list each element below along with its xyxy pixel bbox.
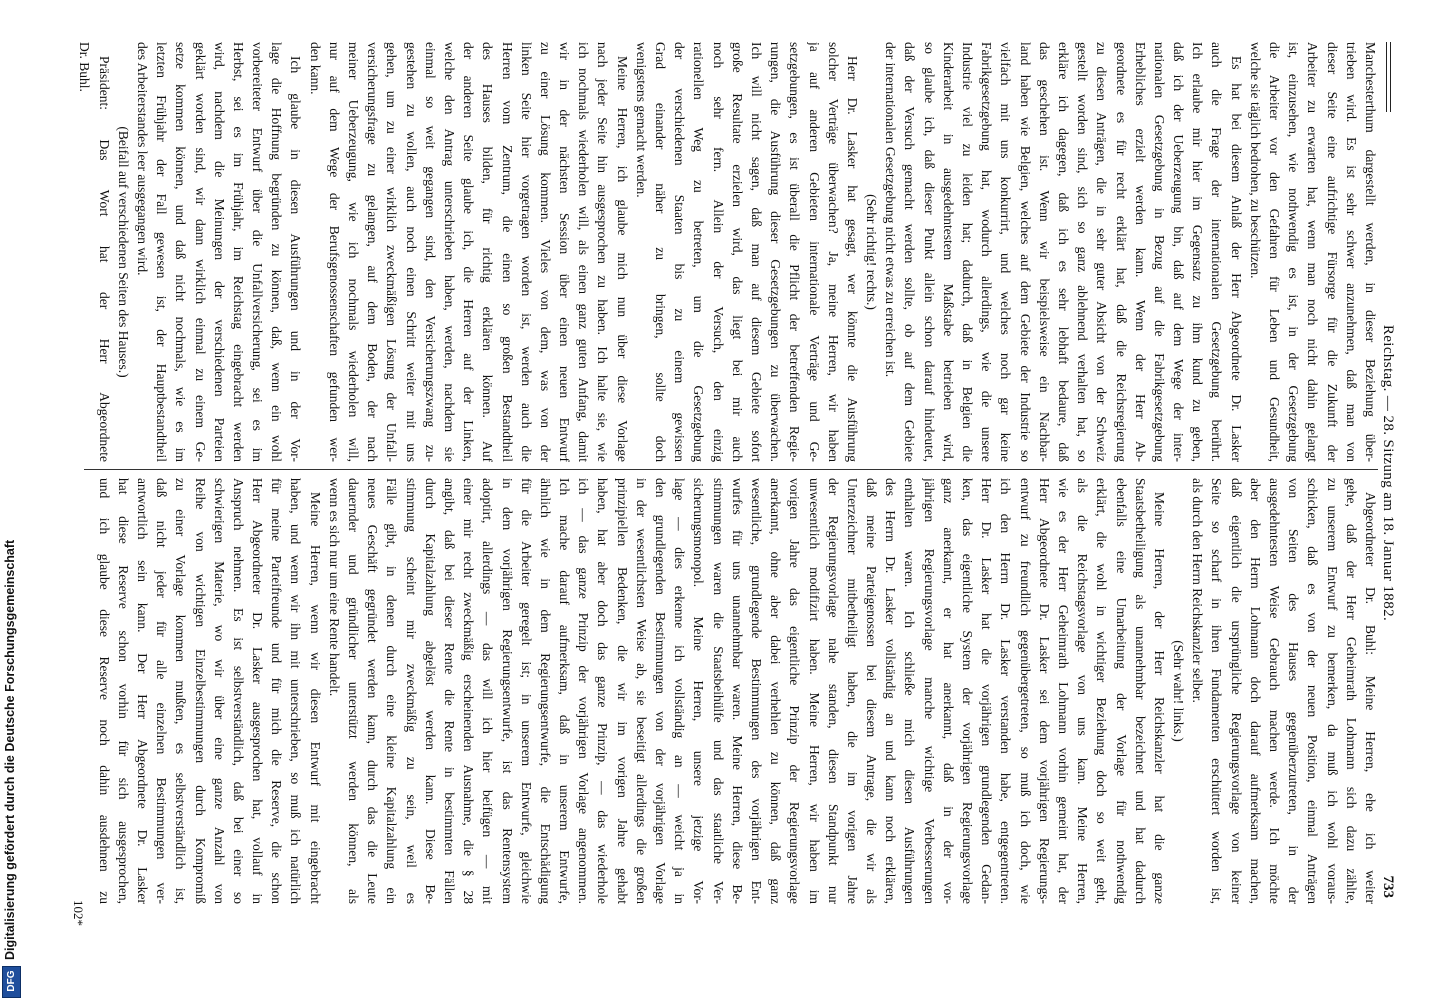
text-line: in dem vorjährigen Regierungsentwurfe, ist das Rentensystem bbox=[499, 478, 515, 904]
text-line: erkläre ich dagegen, daß ich es sehr lebhaft bedaure, daß bbox=[1056, 42, 1071, 462]
text-line: hat diese Reserve schon vorhin für sich ausgesprochen, bbox=[115, 478, 131, 904]
text-line: aber den Herrn Lohmann doch darauf aufmerksam machen, bbox=[1247, 478, 1263, 904]
text-line: ich — das ganze Prinzip der vorjährigen Vorlage angenommen. bbox=[576, 478, 592, 904]
text-line: der internationalen Gesetzgebung nicht etwas zu erreichen ist. bbox=[883, 42, 899, 378]
text-line: so glaube ich, daß dieser Punkt allein schon darauf hindeutet, bbox=[921, 42, 937, 462]
text-line: anerkannt, ohne aber dabei verhehlen zu können, daß ganz bbox=[768, 478, 784, 904]
text-line: nationalen Gesetzgebung in Bezug auf die Fabrikgesetzgebung bbox=[1151, 42, 1167, 462]
text-line: Manchesterthum dargestellt werden, in dieser Beziehung über- bbox=[1363, 42, 1378, 462]
text-line: linken Seite hier vorgetragen worden ist, werden auch die bbox=[518, 42, 534, 462]
text-line: nach jeder Seite hin ausgesprochen zu haben. Ich halte sie, wie bbox=[595, 42, 611, 462]
text-line: Arbeiter zu erwarten hat, wenn man noch nicht dahin gelangt bbox=[1305, 42, 1321, 462]
text-line: Industrie viel zu leiden hat; dadurch, daß in Belgien die bbox=[960, 42, 976, 462]
text-line: antwortlich sein kann. Der Herr Abgeordnete Dr. Lasker bbox=[135, 478, 150, 904]
text-line: ausgedehntesten Weise Gebrauch machen werde. Ich möchte bbox=[1267, 478, 1283, 904]
text-line: Seite so scharf in ihren Fundamenten erschüttert worden ist, bbox=[1209, 478, 1225, 904]
text-line: wir in der nächsten Session über einen neuen Entwurf bbox=[557, 42, 573, 462]
text-line: ebenfalls eine Umarbeitung der Vorlage für nothwendig bbox=[1113, 478, 1129, 904]
text-line: Kinderarbeit in ausgedehntestem Maßstabe betrieben wird, bbox=[940, 42, 956, 462]
text-line: das geschehen ist. Wenn wir beispielsweise ein Nachbar- bbox=[1036, 42, 1052, 462]
text-line: wie es der Herr Geheimrath Lohmann vorhin gemeint hat, der bbox=[1056, 478, 1071, 904]
text-line: vorigen Jahre das eigentliche Prinzip der Regierungsvorlage bbox=[787, 478, 803, 904]
text-line: setze kommen können, und daß nicht nochmals, wie es im bbox=[173, 42, 189, 462]
scanned-page bbox=[32, 0, 1432, 1000]
text-line: daß eigentlich die ursprüngliche Regierungsvorlage von keiner bbox=[1228, 478, 1244, 904]
text-line: als durch den Herrn Reichskanzler selber. bbox=[1190, 478, 1206, 703]
page-title: Reichstag. — 28. Sitzung am 18. Januar 1882. bbox=[1380, 324, 1396, 622]
text-line: Ich erlaube mir hier im Gegensatz zu ihm kund zu geben, bbox=[1190, 42, 1206, 462]
text-line: trieben wird. Es ist sehr schwer anzunehmen, daß man von bbox=[1343, 42, 1359, 462]
digitization-credit-bar bbox=[0, 0, 22, 1000]
text-line: haben, und wenn wir ihn mit unterschrieben, so muß ich natürlich bbox=[288, 478, 304, 904]
text-line: lage die Hoffnung begründen zu können, daß, wenn ein wohl bbox=[269, 42, 285, 462]
text-column-left bbox=[75, 42, 1380, 462]
text-line: wesentliche, grundlegende Bestimmungen des vorjährigen Ent- bbox=[749, 478, 764, 904]
text-line: der anderen Seite glaube ich, die Herren auf der Linken, bbox=[461, 42, 477, 462]
text-line: lage — dies erkenne ich vollständig an — weicht ja in bbox=[672, 478, 688, 904]
text-line: setzgebungen, es ist überall die Pflicht der betreffenden Regie- bbox=[787, 42, 803, 462]
text-line: die Arbeiter vor den Gefahren für Leben und Gesundheit, bbox=[1267, 42, 1283, 462]
text-line: Herr Abgeordnete Dr. Lasker sei dem vorjährigen Regierungs- bbox=[1036, 478, 1052, 904]
text-line: Herr Abgeordneter Dr. Lasker ausgesprochen hat, vollauf in bbox=[250, 478, 266, 904]
page-header bbox=[1378, 42, 1398, 904]
text-line: des Arbeiterstandes leer ausgegangen wird. bbox=[135, 42, 150, 276]
text-line: und ich glaube diese Reserve noch dahin ausdehnen zu bbox=[96, 478, 112, 904]
text-line: Herr Dr. Lasker hat die vorjährigen grundlegenden Gedan- bbox=[979, 478, 995, 904]
dfg-logo bbox=[2, 966, 21, 998]
text-line: wurfes für uns unannehmbar waren. Meine Herren, diese Be- bbox=[729, 478, 745, 904]
text-line: Staatsbetheiligung als unannehmbar bezeichnet und hat dadurch bbox=[1132, 478, 1148, 904]
text-line: (Beifall auf verschiedenen Seiten des Hauses.) bbox=[115, 126, 131, 378]
text-line: für meine Parteifreunde und für mich die Reserve, die schon bbox=[269, 478, 285, 904]
text-line: dieser Seite eine aufrichtige Fürsorge für die Zukunft der bbox=[1324, 42, 1340, 462]
text-line: Erhebliches erzielt werden kann. Wenn der Herr Ab- bbox=[1132, 42, 1148, 462]
text-line: land haben wie Belgien, welches auf dem Gebiete der Industrie so bbox=[1017, 42, 1033, 462]
text-line: neues Geschäft gegründet werden kann, durch das die Leute bbox=[365, 478, 381, 904]
text-line: Reihe von wichtigen Einzelbestimmungen durch Kompromiß bbox=[192, 478, 208, 904]
text-line: zu einer Vorlage kommen mußten, es selbstverständlich ist, bbox=[173, 478, 189, 904]
text-line: ich nochmals wiederholen will, als einen ganz guten Anfang, damit bbox=[576, 42, 592, 462]
text-line: zu diesen Anträgen, die in sehr guter Absicht von der Schweiz bbox=[1094, 42, 1110, 462]
text-line: Unterzeichner mitbetheiligt haben, die im vorigen Jahre bbox=[844, 478, 860, 904]
text-line: enthalten waren. Ich schließe mich diesen Ausführungen bbox=[902, 478, 918, 904]
text-line: Meine Herren, wenn wir diesen Entwurf mit eingebracht bbox=[307, 492, 323, 904]
text-line: angibt, daß bei dieser Rente die Rente in bestimmten Fällen bbox=[442, 478, 457, 904]
text-line: dauernder und gründlicher unterstützt werden können, als bbox=[346, 478, 362, 904]
text-line: ist, einzusehen, wie nothwendig es ist, in der Gesetzgebung bbox=[1286, 42, 1302, 462]
text-line: Herbst, sei es im Frühjahr, im Reichstag eingebracht werden bbox=[230, 42, 246, 462]
text-line: haben, hat aber doch das ganze Prinzip, — das wiederhole bbox=[595, 478, 611, 904]
dfg-logo-text: DFG bbox=[6, 970, 17, 992]
text-line: gehe, daß der Herr Geheimrath Lohmann sich dazu zählte, bbox=[1343, 478, 1359, 904]
text-line: Ich glaube in diesen Ausführungen und in der Vor- bbox=[288, 56, 304, 462]
text-line: der Regierungsvorlage nahe standen, diesen Standpunkt nur bbox=[825, 478, 841, 904]
text-line: sicherungsmonopol. Meine Herren, unsere jetzige Vor- bbox=[691, 478, 707, 904]
text-line: große Resultate erzielen wird, das liegt bei mir auch bbox=[729, 42, 745, 462]
text-line: Grad einander näher zu bringen, sollte doch bbox=[653, 42, 669, 462]
text-line: rungen, die Ausführung dieser Gesetzgebungen zu überwachen. bbox=[768, 42, 784, 462]
text-line: Meine Herren, ich glaube mich nun über diese Vorlage bbox=[614, 56, 630, 462]
text-line: gestehen zu wollen, auch noch einen Schritt weiter mit uns bbox=[403, 42, 419, 462]
text-line: daß nicht jeder für alle einzelnen Bestimmungen ver- bbox=[154, 478, 170, 904]
text-line: Fabrikgesetzgebung hat, wodurch allerdings, wie die unsere bbox=[979, 42, 995, 462]
text-line: (Sehr richtig! rechts.) bbox=[864, 194, 880, 310]
text-line: daß der Versuch gemacht werden sollte, ob auf dem Gebiete bbox=[902, 42, 918, 462]
text-line: meiner Ueberzeugung, wie ich nochmals wiederholen will, bbox=[346, 42, 362, 462]
text-line: Dr. Buhl. bbox=[77, 42, 93, 92]
text-line: rationellen Weg zu betreten, um die Gesetzgebung bbox=[691, 42, 707, 462]
text-line: erklärt, die wohl in wichtiger Beziehung doch so weit geht, bbox=[1094, 478, 1110, 904]
text-line: ähnlich wie in dem Regierungsentwurfe, die Entschädigung bbox=[537, 478, 553, 904]
text-line: Es hat bei diesem Anlaß der Herr Abgeordnete Dr. Lasker bbox=[1228, 56, 1244, 462]
text-line: Meine Herren, der Herr Reichskanzler hat die ganze bbox=[1151, 492, 1167, 904]
text-line: Herr Dr. Lasker hat gesagt, wer könnte die Ausführung bbox=[844, 56, 860, 462]
text-line: Ich will nicht sagen, daß man auf diesem Gebiete sofort bbox=[749, 42, 764, 462]
text-line: als die Reichstagsvorlage von uns kam. Meine Herren, bbox=[1075, 478, 1091, 904]
text-line: prinzipiellen Bedenken, die wir im vorigen Jahre gehabt bbox=[614, 478, 630, 904]
text-line: zu einer Lösung kommen. Vieles von dem, was von der bbox=[537, 42, 553, 462]
text-line: welche sie täglich bedrohen, zu beschützen. bbox=[1247, 42, 1263, 279]
text-line: vorbereiteter Entwurf über die Unfallversicherung, sei es im bbox=[250, 42, 266, 462]
text-line: vielfach mit uns konkurrirt, und welches noch gar keine bbox=[998, 42, 1014, 462]
text-line: den grundlegenden Bestimmungen von der vorjährigen Vorlage bbox=[653, 478, 669, 904]
text-line: unwesentlich modifizirt haben. Meine Herren, wir haben im bbox=[806, 478, 822, 904]
text-line: stimmungen waren die Staatsbeihülfe und das staatliche Ver- bbox=[710, 478, 726, 904]
text-line: letzten Frühjahr der Fall gewesen ist, der Hauptbestandtheil bbox=[154, 42, 170, 462]
text-line: des Herrn Dr. Lasker vollständig an und kann noch erklären, bbox=[883, 478, 899, 904]
text-line: (Sehr wahr! links.) bbox=[1171, 640, 1187, 742]
text-line: Ich mache darauf aufmerksam, daß in unserem Entwurfe, bbox=[557, 478, 573, 904]
text-line: ich den Herrn Dr. Lasker verstanden habe, entgegentreten. bbox=[998, 478, 1014, 904]
page-number: 733 bbox=[1380, 875, 1396, 898]
digitization-credit: Digitalisierung gefördert durch die Deutsche Forschungsgemeinschaft bbox=[3, 539, 17, 960]
text-line: Anspruch nehmen. Es ist selbstverständlich, daß bei einer so bbox=[230, 478, 246, 904]
text-line: geklärt worden sind, wir dann wirklich einmal zu einem Ge- bbox=[192, 42, 208, 462]
text-line: einer mir recht zweckmäßig erscheinenden Ausnahme, die § 28 bbox=[461, 478, 477, 904]
text-line: wenigstens gemacht werden. bbox=[633, 42, 649, 198]
text-line: zu unserem Entwurf zu bemerken, da muß ich wohl voraus- bbox=[1324, 478, 1340, 904]
text-line: in der wesentlichsten Weise ab, sie beseitigt allerdings die großen bbox=[633, 478, 649, 904]
text-line: schicken, daß es von der neuen Position, einmal Anträgen bbox=[1305, 478, 1321, 904]
text-line: daß meine Parteigenossen bei diesem Antrage, die wir als bbox=[864, 478, 880, 904]
text-line: wird, nachdem die Meinungen der verschiedenen Parteien bbox=[211, 42, 227, 462]
text-line: den kann. bbox=[307, 42, 323, 95]
text-line: gestellt worden sind, sich so ganz ablehnend verhalten hat, so bbox=[1075, 42, 1091, 462]
text-line: einmal so weit gegangen sind, den Versicherungszwang zu- bbox=[422, 42, 438, 462]
text-line: daß ich der Ueberzeugung bin, daß auf dem Wege der inter- bbox=[1171, 42, 1187, 462]
sheet-signature: 102* bbox=[71, 900, 86, 926]
text-line: wenn es sich nur um eine Rente handelt. bbox=[326, 478, 342, 697]
text-line: versicherungsfrage zu gelangen, auf dem Boden, der nach bbox=[365, 42, 381, 462]
text-column-right bbox=[94, 478, 1380, 904]
text-line: auch die Frage der internationalen Gesetzgebung berührt. bbox=[1209, 42, 1225, 462]
text-line: schwierigen Materie, wo wir über eine ganze Anzahl von bbox=[211, 478, 227, 904]
text-line: Präsident: Das Wort hat der Herr Abgeordnete bbox=[96, 56, 112, 462]
text-line: ken, das eigentliche System der vorjährigen Regierungsvorlage bbox=[960, 478, 976, 904]
text-line: jährigen Regierungsvorlage manche wichtige Verbesserungen bbox=[921, 478, 937, 904]
text-line: ja auf anderen Gebieten internationale Verträge und Ge- bbox=[806, 42, 822, 462]
text-line: nur auf dem Wege der Berufsgenossenschaften gefunden wer- bbox=[326, 42, 342, 462]
text-line: ganz anerkannt, er hat anerkannt, daß in der vor- bbox=[940, 478, 956, 904]
text-line: der verschiedenen Staaten bis zu einem gewissen bbox=[672, 42, 688, 462]
text-line: noch sehr fern. Allein der Versuch, den einzig bbox=[710, 42, 726, 462]
text-line: des Hauses bilden, für richtig erklären können. Auf bbox=[480, 42, 496, 462]
text-line: adoptirt, allerdings — das will ich hier beifügen — mit bbox=[480, 478, 496, 904]
text-line: gehen, um zu einer wirklich zweckmäßigen Lösung der Unfall- bbox=[384, 42, 400, 462]
text-line: Herren vom Zentrum, die einen so großen Bestandtheil bbox=[499, 42, 515, 462]
text-line: geordnete es für recht erklärt hat, daß die Reichsregierung bbox=[1113, 42, 1129, 462]
text-line: welche den Antrag unterschrieben haben, werden, nachdem sie bbox=[442, 42, 457, 462]
text-line: Fälle gibt, in denen durch eine kleine Kapitalzahlung ein bbox=[384, 478, 400, 904]
column-divider bbox=[84, 469, 1378, 470]
text-line: stimmung scheint mir zweckmäßig zu sein, weil es bbox=[403, 478, 419, 904]
text-line: für die Arbeiter geregelt ist; in unserem Entwurfe, gleichwie bbox=[518, 478, 534, 904]
text-line: von Seiten des Hauses gegenüberzutreten, in der bbox=[1286, 478, 1302, 904]
text-line: Abgeordneter Dr. Buhl: Meine Herren, ehe ich weiter bbox=[1363, 492, 1378, 904]
text-line: solcher Verträge überwachen? Ja, meine Herren, wir haben bbox=[825, 42, 841, 462]
text-line: durch Kapitalzahlung abgelöst werden kann. Diese Be- bbox=[422, 478, 438, 904]
text-line: entwurf zu freundlich gegenübergetreten, so muß ich doch, wie bbox=[1017, 478, 1033, 904]
